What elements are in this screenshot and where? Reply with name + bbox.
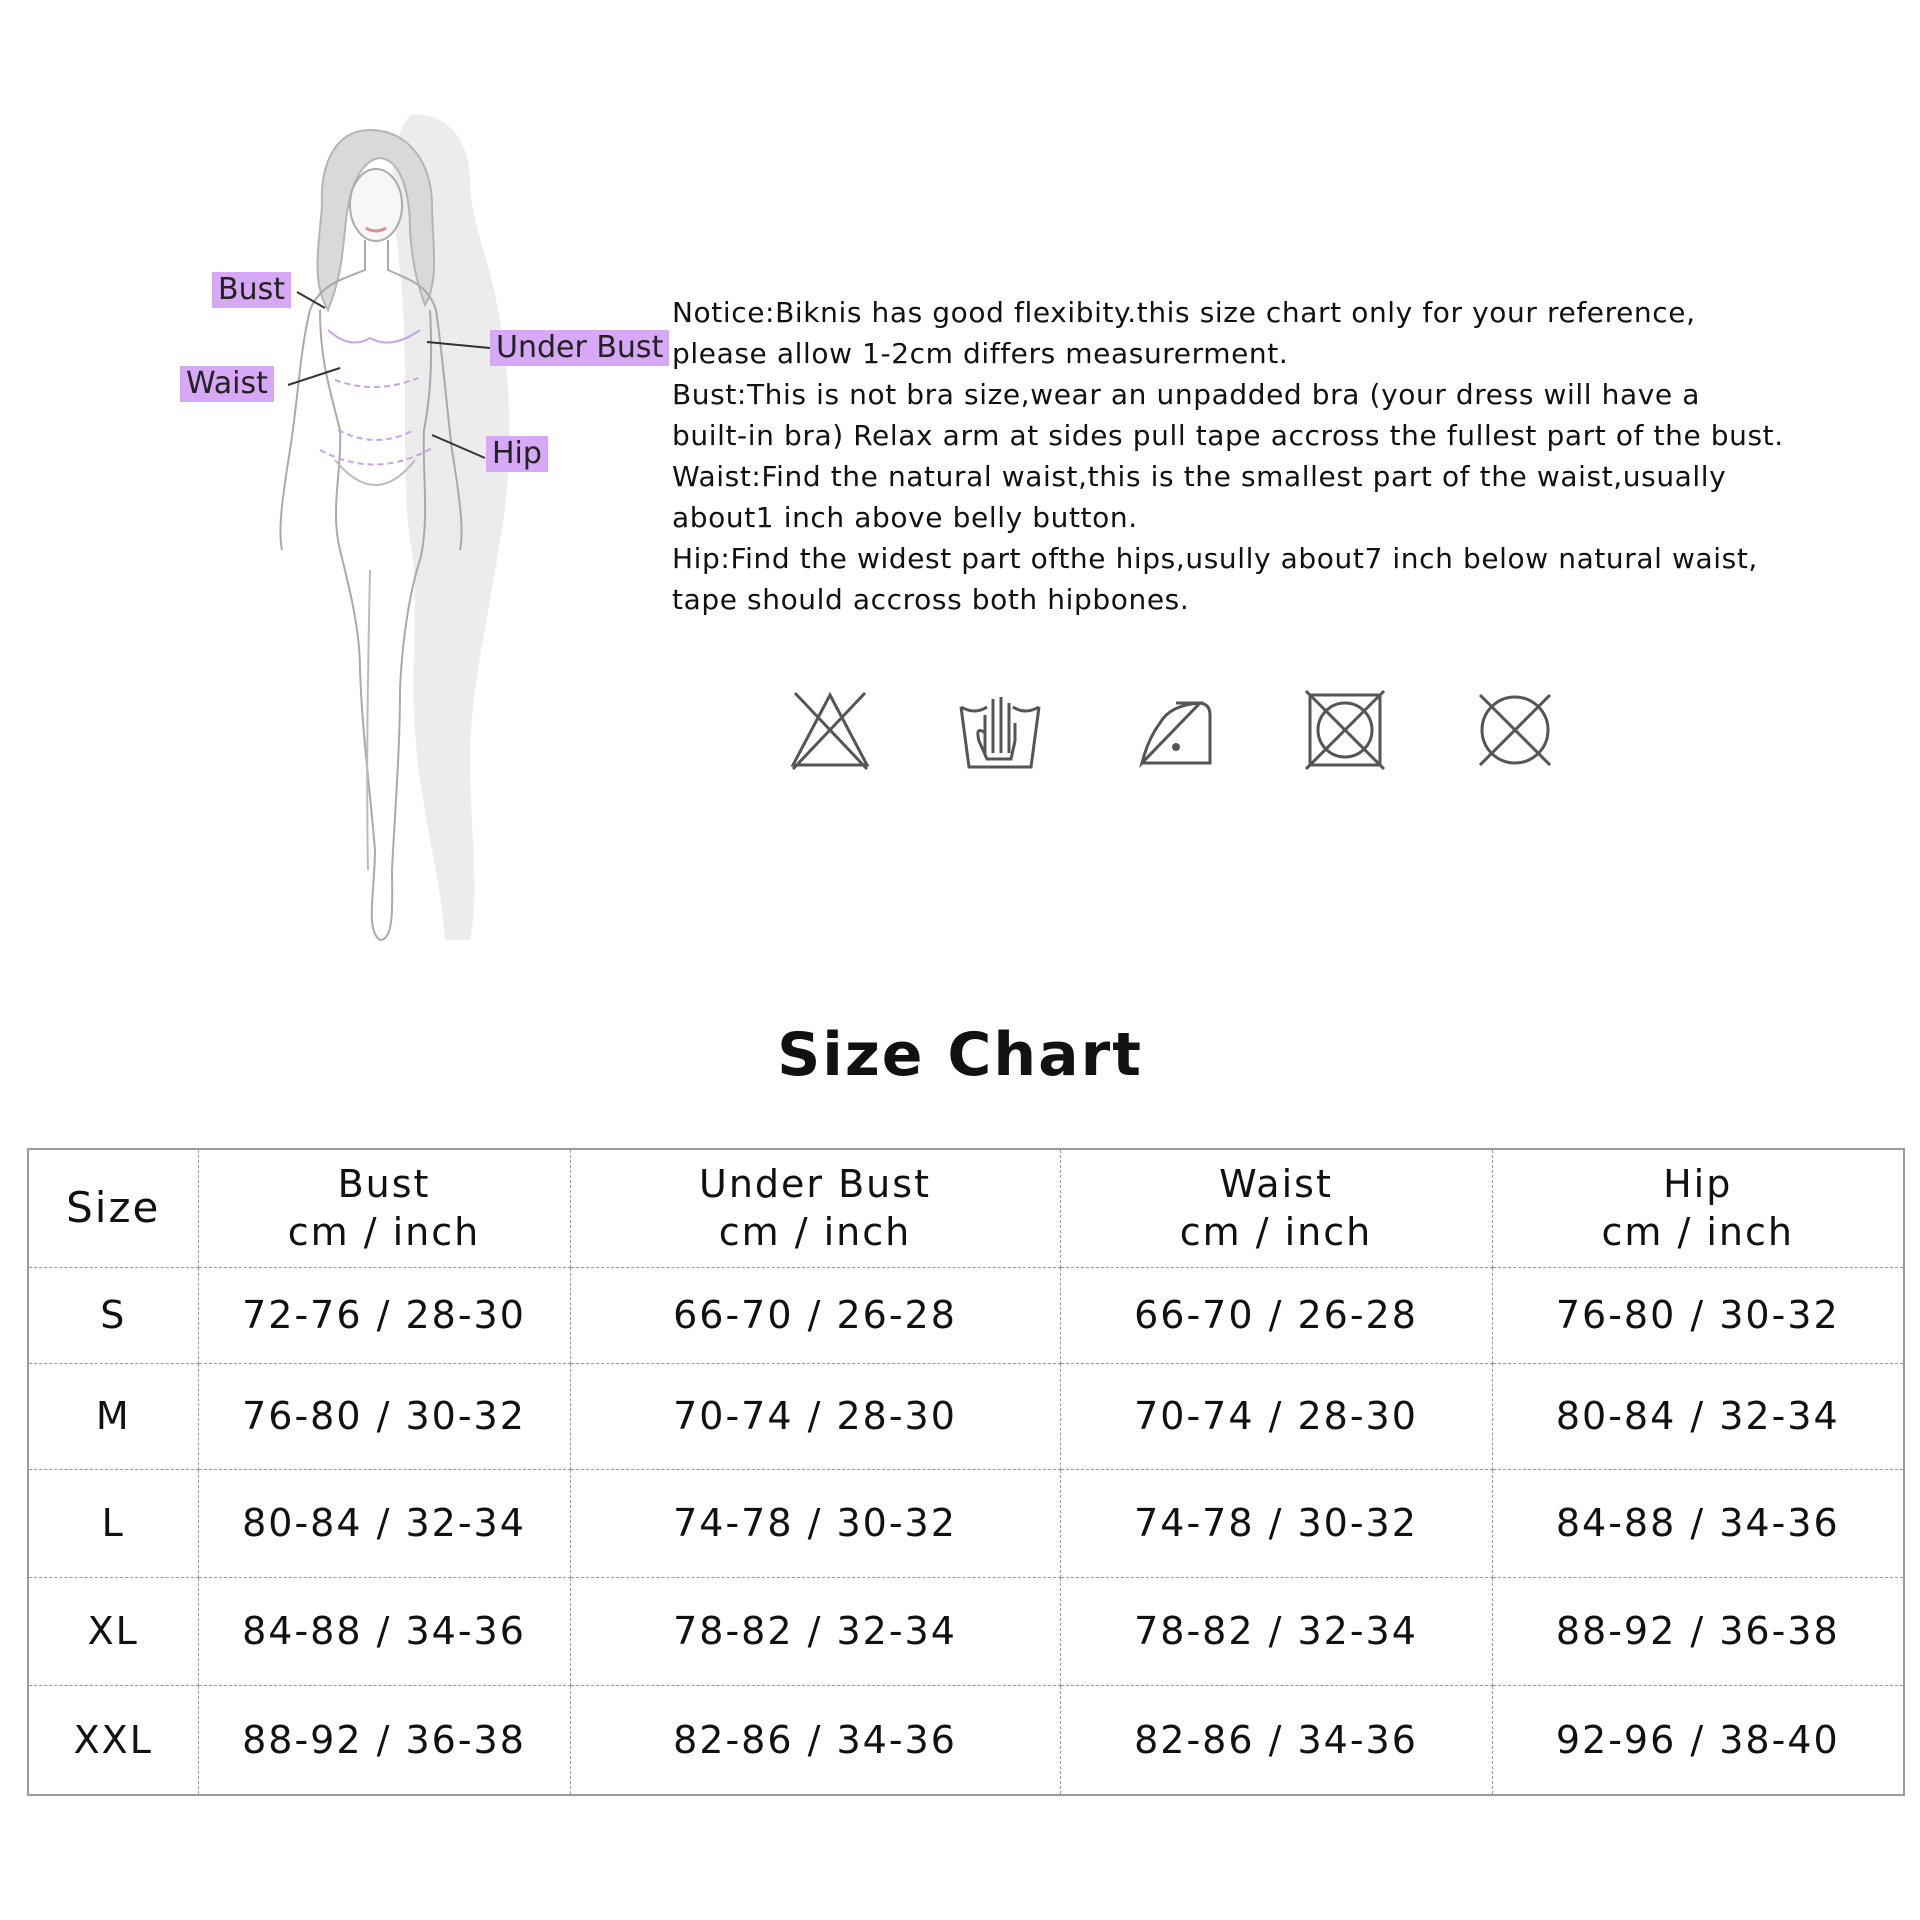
cell-size: S <box>28 1267 198 1363</box>
table-row <box>28 1363 1904 1469</box>
header-hip: Hip cm / inch <box>1492 1149 1904 1267</box>
table-row <box>28 1267 1904 1363</box>
body-sketch-illustration <box>170 110 650 960</box>
hand-wash-icon <box>955 685 1045 775</box>
cell-under-bust: 74-78 / 30-32 <box>570 1469 1060 1577</box>
cell-bust: 88-92 / 36-38 <box>198 1685 570 1795</box>
cell-bust: 72-76 / 28-30 <box>198 1267 570 1363</box>
cell-waist: 74-78 / 30-32 <box>1060 1469 1492 1577</box>
cell-hip: 88-92 / 36-38 <box>1492 1577 1904 1685</box>
notice-line: Waist:Find the natural waist,this is the smallest part of the waist,usually <box>672 460 1727 493</box>
notice-line: about1 inch above belly button. <box>672 501 1138 534</box>
cell-hip: 92-96 / 38-40 <box>1492 1685 1904 1795</box>
measurement-figure <box>170 110 664 960</box>
header-size: Size <box>28 1149 198 1267</box>
header-under-bust: Under Bust cm / inch <box>570 1149 1060 1267</box>
cell-hip: 76-80 / 30-32 <box>1492 1267 1904 1363</box>
cell-under-bust: 66-70 / 26-28 <box>570 1267 1060 1363</box>
notice-line: Bust:This is not bra size,wear an unpadded bra (your dress will have a <box>672 378 1701 411</box>
cell-under-bust: 70-74 / 28-30 <box>570 1363 1060 1469</box>
cell-size: XL <box>28 1577 198 1685</box>
header-waist: Waist cm / inch <box>1060 1149 1492 1267</box>
do-not-bleach-icon <box>785 685 875 775</box>
cell-bust: 80-84 / 32-34 <box>198 1469 570 1577</box>
do-not-dry-clean-icon <box>1470 685 1560 775</box>
under-bust-label: Under Bust <box>490 330 669 366</box>
cell-under-bust: 78-82 / 32-34 <box>570 1577 1060 1685</box>
notice-line: please allow 1-2cm differs measurerment. <box>672 337 1289 370</box>
cell-bust: 76-80 / 30-32 <box>198 1363 570 1469</box>
size-table <box>27 1148 1905 1796</box>
table-row <box>28 1685 1904 1795</box>
do-not-tumble-dry-icon <box>1300 685 1390 775</box>
notice-line: Hip:Find the widest part ofthe hips,usully about7 inch below natural waist, <box>672 542 1758 575</box>
cell-bust: 84-88 / 34-36 <box>198 1577 570 1685</box>
cell-waist: 78-82 / 32-34 <box>1060 1577 1492 1685</box>
cell-waist: 66-70 / 26-28 <box>1060 1267 1492 1363</box>
cell-size: XXL <box>28 1685 198 1795</box>
hip-label: Hip <box>486 436 548 472</box>
bust-label: Bust <box>212 272 291 308</box>
measurement-notice <box>672 292 1842 620</box>
notice-line: tape should accross both hipbones. <box>672 583 1190 616</box>
cell-hip: 84-88 / 34-36 <box>1492 1469 1904 1577</box>
cell-under-bust: 82-86 / 34-36 <box>570 1685 1060 1795</box>
iron-low-icon <box>1130 685 1220 775</box>
table-row <box>28 1577 1904 1685</box>
table-row <box>28 1469 1904 1577</box>
header-bust: Bust cm / inch <box>198 1149 570 1267</box>
table-header-row <box>28 1149 1904 1267</box>
size-chart-title: Size Chart <box>777 1020 1143 1090</box>
cell-hip: 80-84 / 32-34 <box>1492 1363 1904 1469</box>
cell-size: M <box>28 1363 198 1469</box>
cell-waist: 82-86 / 34-36 <box>1060 1685 1492 1795</box>
notice-line: Notice:Biknis has good flexibity.this size chart only for your reference, <box>672 296 1696 329</box>
cell-waist: 70-74 / 28-30 <box>1060 1363 1492 1469</box>
notice-line: built-in bra) Relax arm at sides pull tape accross the fullest part of the bust. <box>672 419 1784 452</box>
waist-label: Waist <box>180 366 274 402</box>
cell-size: L <box>28 1469 198 1577</box>
